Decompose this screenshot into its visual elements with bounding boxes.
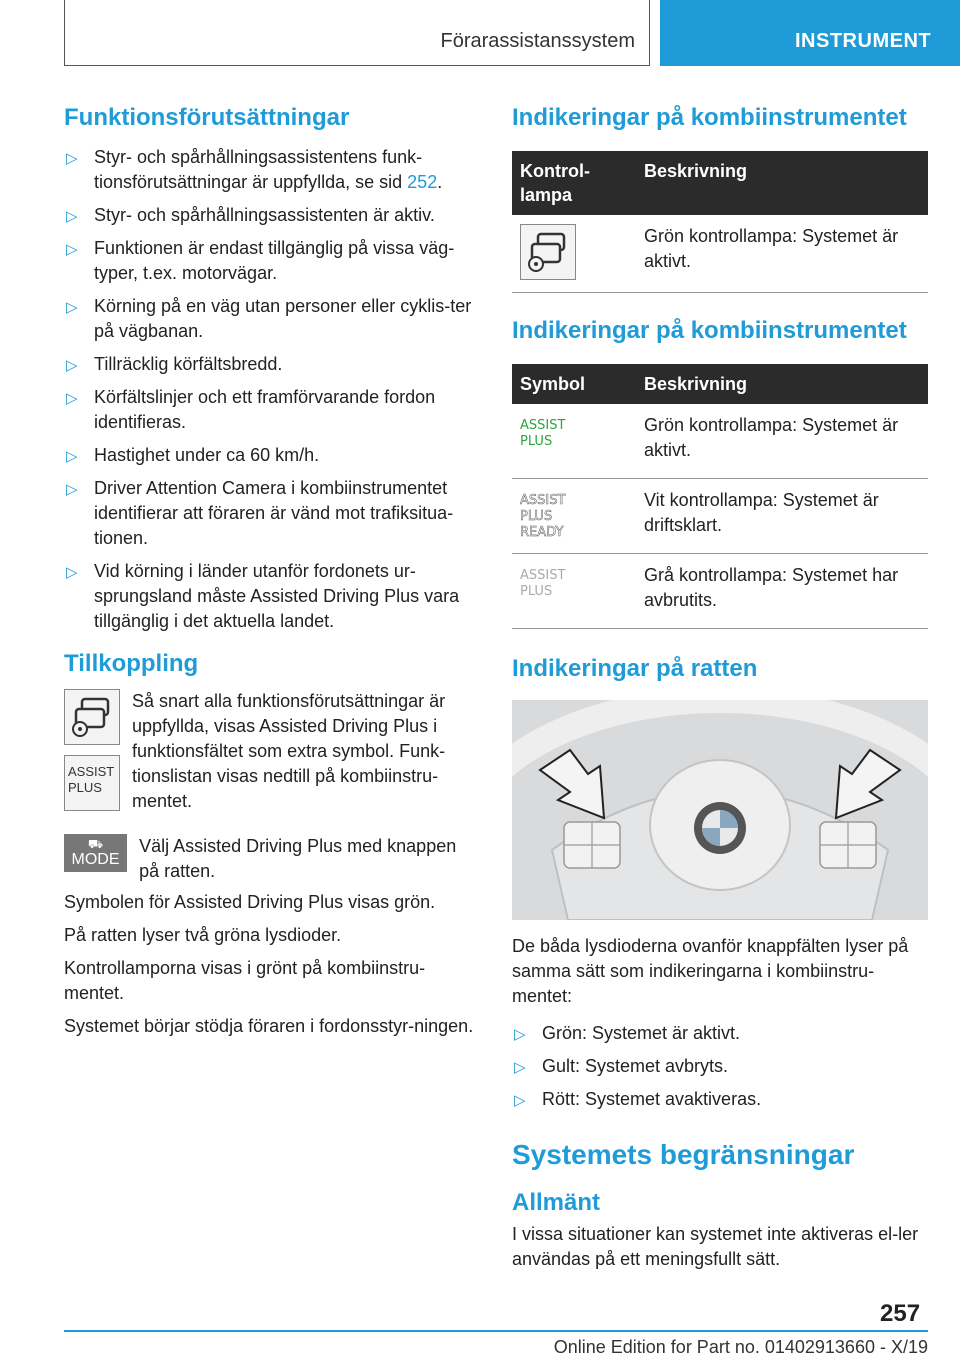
coupling-icons <box>64 689 120 814</box>
header-chapter-tab <box>660 0 960 66</box>
triangle-bullet-icon: ▷ <box>66 447 78 465</box>
indicator-table-2 <box>512 364 928 630</box>
triangle-bullet-icon: ▷ <box>514 1091 526 1109</box>
assist-plus-icon: ASSIST PLUS <box>64 755 120 811</box>
coupling-heading: Tillkoppling <box>64 649 199 677</box>
table-header: Beskrivning <box>636 364 928 404</box>
page-number: 257 <box>880 1300 921 1327</box>
wheel-text: De båda lysdioderna ovanför knappfälten lyser på samma sätt som indikeringarna i kombiinstru-mentet: <box>512 935 909 1006</box>
header-section-title: Förarassistanssystem <box>440 30 635 52</box>
mode-button-icon: ⛟ MODE <box>64 834 127 872</box>
prereq-heading: Funktionsförutsättningar <box>64 104 350 131</box>
steering-wheel-icon <box>512 700 928 920</box>
list-item: ▷ Vid körning i länder utanför fordonets ur-sprungsland måste Assisted Driving Plus vara tillgänglig i det aktuella landet. <box>66 560 460 631</box>
triangle-bullet-icon: ▷ <box>66 298 78 316</box>
table-header-row <box>512 364 928 404</box>
list-item: ▷ Styr- och spårhållningsassistenten är aktiv. <box>64 203 478 228</box>
header-chapter-title: INSTRUMENT <box>795 30 932 52</box>
table-header: Kontrol-lampa <box>512 151 636 215</box>
list-item: ▷ Funktionen är endast tillgänglig på vissa väg-typer, t.ex. motorvägar. <box>66 237 455 283</box>
paragraph: Symbolen för Assisted Driving Plus visas grön. <box>64 891 436 912</box>
table1-heading: Indikeringar på kombiinstrumentet <box>512 104 907 131</box>
table-cell-symbol <box>512 404 636 479</box>
table-row <box>512 554 928 629</box>
general-text: I vissa situationer kan systemet inte aktiveras el-ler användas på ett meningsfullt sätt. <box>512 1224 919 1270</box>
mode-block <box>64 834 478 884</box>
table-cell-desc: Vit kontrollampa: Systemet är driftsklart. <box>636 479 928 554</box>
table-row <box>512 404 928 479</box>
triangle-bullet-icon: ▷ <box>66 240 78 258</box>
table-cell-symbol <box>512 479 636 554</box>
list-item: ▷ Körning på en väg utan personer eller cyklis-ter på vägbanan. <box>66 295 472 341</box>
paragraph: Kontrollamporna visas i grönt på kombiinstru-mentet. <box>64 957 426 1003</box>
right-column <box>512 100 928 1272</box>
triangle-bullet-icon: ▷ <box>66 389 78 407</box>
triangle-bullet-icon: ▷ <box>66 149 78 167</box>
list-item: ▷ Gult: Systemet avbryts. <box>512 1054 928 1079</box>
triangle-bullet-icon: ▷ <box>514 1025 526 1043</box>
table-header-row <box>512 151 928 215</box>
table-cell-symbol <box>512 554 636 629</box>
table-header: Beskrivning <box>636 151 928 215</box>
coupling-block <box>64 689 478 814</box>
footer-edition: Online Edition for Part no. 01402913660 - X/19 <box>553 1337 928 1357</box>
steering-wheel-illustration <box>512 700 928 920</box>
left-column <box>64 100 478 1039</box>
triangle-bullet-icon: ▷ <box>66 207 78 225</box>
triangle-bullet-icon: ▷ <box>514 1058 526 1076</box>
prereq-list <box>64 145 478 634</box>
page-link[interactable]: 252 <box>407 171 438 192</box>
lane-assist-icon <box>64 689 120 745</box>
triangle-bullet-icon: ▷ <box>66 563 78 581</box>
triangle-bullet-icon: ▷ <box>66 356 78 374</box>
paragraph: På ratten lyser två gröna lysdioder. <box>64 924 342 945</box>
list-item: ▷ Driver Attention Camera i kombiinstrumentet identifierar att föraren är vänd mot trafiksitua-tionen. <box>66 477 454 548</box>
wheel-heading: Indikeringar på ratten <box>512 655 758 683</box>
mode-text: Välj Assisted Driving Plus med knappen på ratten. <box>139 835 457 881</box>
list-item: ▷ Tillräcklig körfältsbredd. <box>64 352 478 377</box>
general-heading: Allmänt <box>512 1189 601 1217</box>
table-cell-desc: Grå kontrollampa: Systemet har avbrutits. <box>636 554 928 629</box>
list-item: ▷ Rött: Systemet avaktiveras. <box>512 1087 928 1112</box>
table-row <box>512 479 928 554</box>
table2-heading: Indikeringar på kombiinstrumentet <box>512 316 907 344</box>
table-row <box>512 215 928 293</box>
assist-plus-ready-icon: ASSIST PLUS READY <box>520 493 566 541</box>
list-item: ▷ Grön: Systemet är aktivt. <box>512 1021 928 1046</box>
assist-plus-grey-icon: ASSIST PLUS <box>520 568 566 600</box>
footer-divider <box>64 1330 928 1332</box>
assist-plus-green-icon: ASSIST PLUS <box>520 417 566 449</box>
lane-assist-icon <box>520 224 576 280</box>
header-section-box <box>64 0 650 66</box>
table-cell-symbol <box>512 215 636 293</box>
table-cell-desc: Grön kontrollampa: Systemet är aktivt. <box>636 404 928 479</box>
coupling-text: Så snart alla funktionsförutsättningar är uppfyllda, visas Assisted Driving Plus i funktionsfältet som extra symbol. Funk-tionslistan visas nedtill på kombiinstru-mentet. <box>132 690 446 811</box>
table-header: Symbol <box>512 364 636 404</box>
paragraph: Systemet börjar stödja föraren i fordonsstyr-ningen. <box>64 1015 474 1036</box>
table-cell-desc: Grön kontrollampa: Systemet är aktivt. <box>636 215 928 293</box>
triangle-bullet-icon: ▷ <box>66 480 78 498</box>
indicator-table-1 <box>512 151 928 293</box>
list-item: ▷ Körfältslinjer och ett framförvarande fordon identifieras. <box>66 386 436 432</box>
wheel-list <box>512 1021 928 1112</box>
limits-heading: Systemets begränsningar <box>512 1138 855 1170</box>
list-item: ▷ Hastighet under ca 60 km/h. <box>64 443 478 468</box>
list-item: ▷ Styr- och spårhållningsassistentens funk-tionsförutsättningar är uppfyllda, se sid 252. <box>66 146 443 192</box>
